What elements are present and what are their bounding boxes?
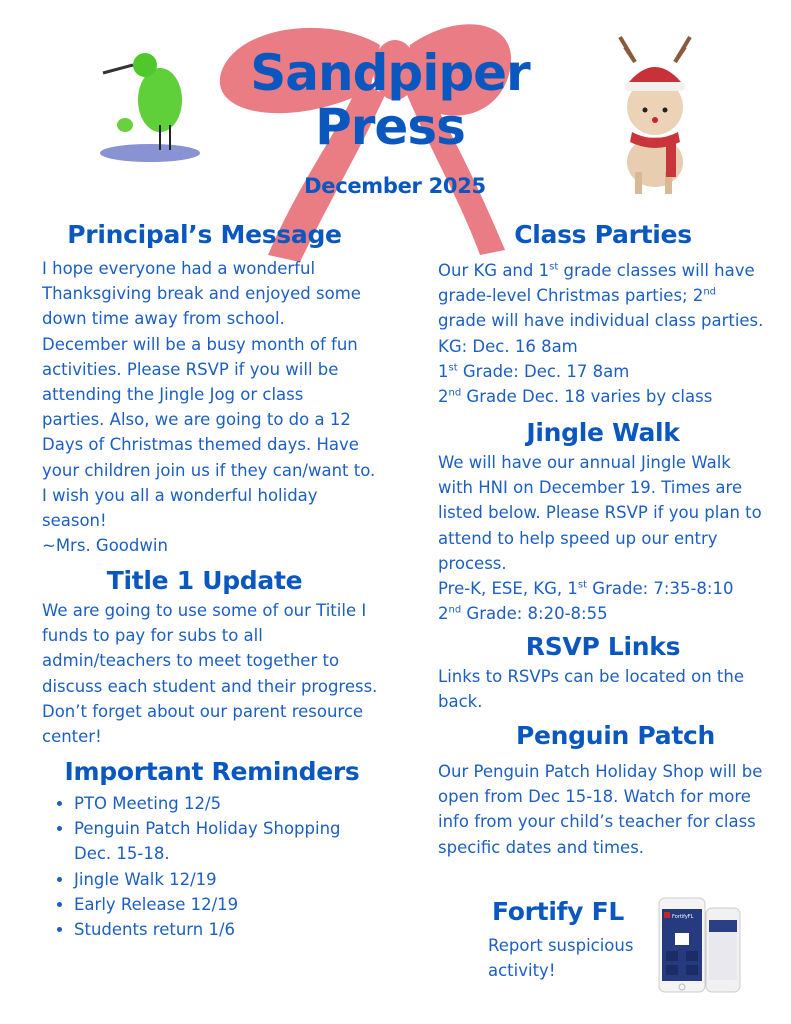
parties-body <box>438 258 788 409</box>
text-segment: process. <box>438 553 507 573</box>
text-segment: Don’t forget about our parent resource <box>42 701 364 721</box>
issue-date: December 2025 <box>304 174 486 198</box>
text-segment: grade will have individual class parties. <box>438 311 764 331</box>
reminders-heading: Important Reminders <box>64 757 360 786</box>
text-segment: down time away from school. <box>42 309 285 329</box>
text-segment: center! <box>42 727 102 747</box>
text-line <box>42 407 422 432</box>
jingle-heading: Jingle Walk <box>526 418 680 447</box>
rsvp-body <box>438 664 788 714</box>
fortify-body <box>488 933 658 983</box>
title-line-1: Sandpiper <box>250 44 530 102</box>
reindeer-illustration <box>600 32 710 197</box>
text-segment: grade-level Christmas parties; 2 <box>438 286 704 306</box>
text-line <box>438 308 788 333</box>
text-line <box>438 500 788 525</box>
superscript: st <box>549 261 559 273</box>
text-segment: info from your child’s teacher for class <box>438 812 756 832</box>
reminder-item: • PTO Meeting 12/5 <box>74 791 352 816</box>
text-line <box>438 689 788 714</box>
text-segment: I hope everyone had a wonderful <box>42 259 316 278</box>
superscript: nd <box>448 604 462 616</box>
text-line <box>438 475 788 500</box>
text-segment: December will be a busy month of fun <box>42 334 358 354</box>
text-segment: specific dates and times. <box>438 837 645 857</box>
text-segment: your children join us if they can/want to. <box>42 460 376 480</box>
rsvp-heading: RSVP Links <box>525 632 681 661</box>
text-line <box>438 450 788 475</box>
text-segment: season! <box>42 511 107 531</box>
text-line <box>42 508 422 533</box>
fortify-heading: Fortify FL <box>492 897 624 926</box>
text-line <box>42 357 422 382</box>
superscript: nd <box>703 286 717 298</box>
text-segment: Grade: Dec. 17 8am <box>457 361 630 381</box>
text-line <box>438 576 788 601</box>
text-line <box>42 598 422 623</box>
text-line <box>42 674 422 699</box>
principal-heading: Principal’s Message <box>67 220 342 249</box>
text-segment: 1 <box>438 361 449 381</box>
text-line <box>438 283 788 308</box>
text-segment: attend to help speed up our entry <box>438 528 718 548</box>
text-line <box>488 958 658 983</box>
text-line <box>438 601 788 626</box>
text-line <box>42 281 422 306</box>
text-segment: attending the Jingle Jog or class <box>42 385 304 405</box>
text-line <box>438 784 788 809</box>
title-line-2: Press <box>315 98 465 156</box>
penguin-body <box>438 759 788 860</box>
text-line <box>438 384 788 409</box>
text-segment: Grade: 7:35-8:10 <box>587 579 734 599</box>
text-segment: activities. Please RSVP if you will be <box>42 359 339 379</box>
text-line <box>42 382 422 407</box>
jingle-body <box>438 450 788 626</box>
parties-heading: Class Parties <box>514 220 692 249</box>
title1-heading: Title 1 Update <box>106 566 303 595</box>
text-segment: Our Penguin Patch Holiday Shop will be <box>438 762 763 781</box>
text-segment: back. <box>438 692 483 712</box>
superscript: st <box>577 579 588 591</box>
text-line <box>42 699 422 724</box>
text-segment: activity! <box>488 961 556 981</box>
text-segment: parties. Also, we are going to do a 12 <box>42 410 351 430</box>
text-segment: I wish you all a wonderful holiday <box>42 485 318 505</box>
reminder-item: • Penguin Patch Holiday Shopping Dec. 15-18. <box>74 816 352 866</box>
newsletter-title <box>200 46 580 154</box>
text-segment: Pre-K, ESE, KG, 1 <box>438 579 578 599</box>
text-segment: 2 <box>438 604 449 624</box>
text-line <box>438 526 788 551</box>
text-line <box>42 432 422 457</box>
text-line <box>438 759 788 784</box>
text-line <box>438 334 788 359</box>
text-segment: Grade Dec. 18 varies by class <box>461 387 713 407</box>
principal-body <box>42 256 422 558</box>
text-segment: open from Dec 15-18. Watch for more <box>438 787 751 807</box>
text-line <box>42 458 422 483</box>
title1-body <box>42 598 422 749</box>
text-line <box>438 359 788 384</box>
text-line <box>42 648 422 673</box>
text-line <box>42 332 422 357</box>
text-segment: We are going to use some of our Titile I <box>42 601 367 620</box>
app-logo-text: FortifyFL <box>672 914 694 920</box>
text-line <box>42 483 422 508</box>
text-segment: Our KG and 1 <box>438 261 550 280</box>
text-segment: Days of Christmas themed days. Have <box>42 435 359 455</box>
text-segment: discuss each student and their progress. <box>42 676 378 696</box>
text-line <box>488 933 658 958</box>
text-line <box>42 256 422 281</box>
superscript: nd <box>448 387 462 399</box>
text-line <box>438 664 788 689</box>
text-line <box>438 551 788 576</box>
text-segment: 2 <box>438 387 449 407</box>
text-line <box>42 533 422 558</box>
text-segment: We will have our annual Jingle Walk <box>438 453 731 472</box>
text-line <box>438 809 788 834</box>
text-segment: listed below. Please RSVP if you plan to <box>438 503 762 523</box>
reminder-item: • Students return 1/6 <box>74 917 352 942</box>
text-segment: KG: Dec. 16 8am <box>438 336 578 356</box>
reminder-item: • Jingle Walk 12/19 <box>74 867 352 892</box>
text-line <box>438 258 788 283</box>
text-segment: grade classes will have <box>558 261 755 280</box>
text-segment: admin/teachers to meet together to <box>42 651 340 671</box>
text-line <box>42 623 422 648</box>
text-segment: Grade: 8:20-8:55 <box>461 604 608 624</box>
text-line <box>438 835 788 860</box>
text-segment: with HNI on December 19. Times are <box>438 478 743 498</box>
superscript: st <box>448 362 458 374</box>
text-segment: ~Mrs. Goodwin <box>42 536 168 556</box>
text-segment: Report suspicious <box>488 936 634 955</box>
reminders-list <box>42 791 352 942</box>
text-segment: Links to RSVPs can be located on the <box>438 667 744 686</box>
penguin-heading: Penguin Patch <box>515 721 716 750</box>
fortify-app-phones-image <box>656 895 746 995</box>
text-line <box>42 306 422 331</box>
text-segment: Thanksgiving break and enjoyed some <box>42 284 361 304</box>
text-segment: funds to pay for subs to all <box>42 626 263 646</box>
text-line <box>42 724 422 749</box>
reminder-item: • Early Release 12/19 <box>74 892 352 917</box>
